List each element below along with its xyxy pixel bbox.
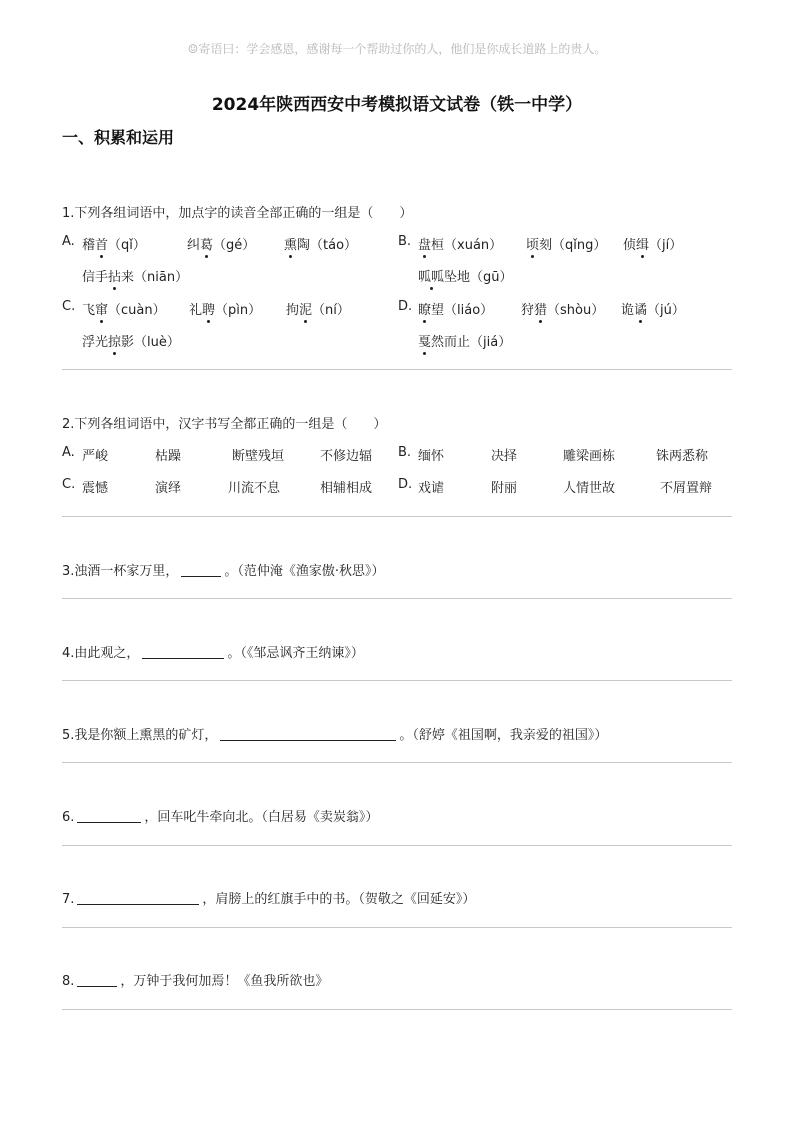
answer-blank[interactable] bbox=[77, 973, 117, 987]
separator-line bbox=[62, 369, 732, 370]
q2-option-a-label: A. bbox=[62, 445, 75, 460]
question-5: 5.我是你额上熏黑的矿灯， 。（舒婷《祖国啊，我亲爱的祖国》） bbox=[62, 728, 608, 743]
q2-b-word: 雕梁画栋 bbox=[563, 449, 616, 464]
q1-c-word-1: 飞窜（cuàn） bbox=[82, 299, 166, 318]
separator-line bbox=[62, 680, 732, 681]
question-8: 8. ，万钟于我何加焉！《鱼我所欲也》 bbox=[62, 974, 329, 989]
q1-a-word-3: 熏陶（táo） bbox=[284, 234, 357, 253]
q1-option-a-label: A. bbox=[62, 234, 75, 249]
q2-option-d-label: D. bbox=[398, 477, 413, 492]
q1-option-d-label: D. bbox=[398, 299, 413, 314]
q2-option-c-label: C. bbox=[62, 477, 76, 492]
separator-line bbox=[62, 762, 732, 763]
motto-header: ☺寄语曰：学会感恩，感谢每一个帮助过你的人，他们是你成长道路上的贵人。 bbox=[187, 42, 607, 56]
answer-blank[interactable] bbox=[77, 891, 199, 905]
q2-a-word: 枯躁 bbox=[155, 449, 182, 464]
q1-d-word-1: 瞭望（liáo） bbox=[418, 299, 493, 318]
q2-b-word: 铢两悉称 bbox=[656, 449, 709, 464]
q2-b-word: 缅怀 bbox=[418, 449, 445, 464]
question-7: 7. ，肩膀上的红旗手中的书。（贺敬之《回延安》） bbox=[62, 892, 476, 907]
q1-d-word-3: 诡谲（jú） bbox=[621, 299, 685, 318]
question-3: 3.浊酒一杯家万里， 。（范仲淹《渔家傲·秋思》） bbox=[62, 564, 385, 579]
question-6: 6. ，回车叱牛牵向北。（白居易《卖炭翁》） bbox=[62, 810, 379, 825]
q2-c-word: 演绎 bbox=[155, 481, 182, 496]
exam-title: 2024年陕西西安中考模拟语文试卷（铁一中学） bbox=[211, 95, 583, 115]
q1-c-word-3: 拘泥（ní） bbox=[286, 299, 350, 318]
q1-option-b-label: B. bbox=[398, 234, 412, 249]
q2-d-word: 附丽 bbox=[491, 481, 518, 496]
q1-c-word-2: 礼聘（pìn） bbox=[189, 299, 261, 318]
q2-d-word: 戏谑 bbox=[418, 481, 445, 496]
q1-a-word-4: 信手拈来（niān） bbox=[82, 266, 188, 285]
q1-d-word-2: 狩猎（shòu） bbox=[521, 299, 604, 318]
q2-a-word: 不修边辐 bbox=[320, 449, 373, 464]
separator-line bbox=[62, 598, 732, 599]
q2-c-word: 相辅相成 bbox=[320, 481, 373, 496]
q2-d-word: 人情世故 bbox=[563, 481, 616, 496]
separator-line bbox=[62, 1009, 732, 1010]
question-1-stem: 1.下列各组词语中，加点字的读音全部正确的一组是（ ） bbox=[62, 206, 413, 221]
section-heading: 一、积累和运用 bbox=[62, 128, 175, 147]
question-4: 4.由此观之， 。（《邹忌讽齐王纳谏》） bbox=[62, 646, 364, 661]
q1-b-word-3: 侦缉（jí） bbox=[623, 234, 682, 253]
answer-blank[interactable] bbox=[77, 809, 141, 823]
q2-option-b-label: B. bbox=[398, 445, 412, 460]
q1-d-word-4: 戛然而止（jiá） bbox=[418, 331, 511, 350]
q2-c-word: 震憾 bbox=[82, 481, 109, 496]
separator-line bbox=[62, 927, 732, 928]
q2-b-word: 决择 bbox=[491, 449, 518, 464]
q1-c-word-4: 浮光掠影（luè） bbox=[82, 331, 180, 350]
question-2-stem: 2.下列各组词语中，汉字书写全都正确的一组是（ ） bbox=[62, 417, 387, 432]
q2-a-word: 断壁残垣 bbox=[232, 449, 285, 464]
q1-a-word-1: 稽首（qǐ） bbox=[82, 234, 146, 253]
separator-line bbox=[62, 845, 732, 846]
q2-a-word: 严峻 bbox=[82, 449, 109, 464]
q2-d-word: 不屑置辩 bbox=[660, 481, 713, 496]
answer-blank[interactable] bbox=[220, 727, 396, 741]
q1-a-word-2: 纠葛（gé） bbox=[187, 234, 255, 253]
q1-option-c-label: C. bbox=[62, 299, 76, 314]
answer-blank[interactable] bbox=[181, 563, 221, 577]
separator-line bbox=[62, 516, 732, 517]
q1-b-word-4: 呱呱坠地（gū） bbox=[418, 266, 513, 285]
q2-c-word: 川流不息 bbox=[228, 481, 281, 496]
q1-b-word-1: 盘桓（xuán） bbox=[418, 234, 502, 253]
q1-b-word-2: 顷刻（qǐng） bbox=[526, 234, 606, 253]
answer-blank[interactable] bbox=[142, 645, 224, 659]
